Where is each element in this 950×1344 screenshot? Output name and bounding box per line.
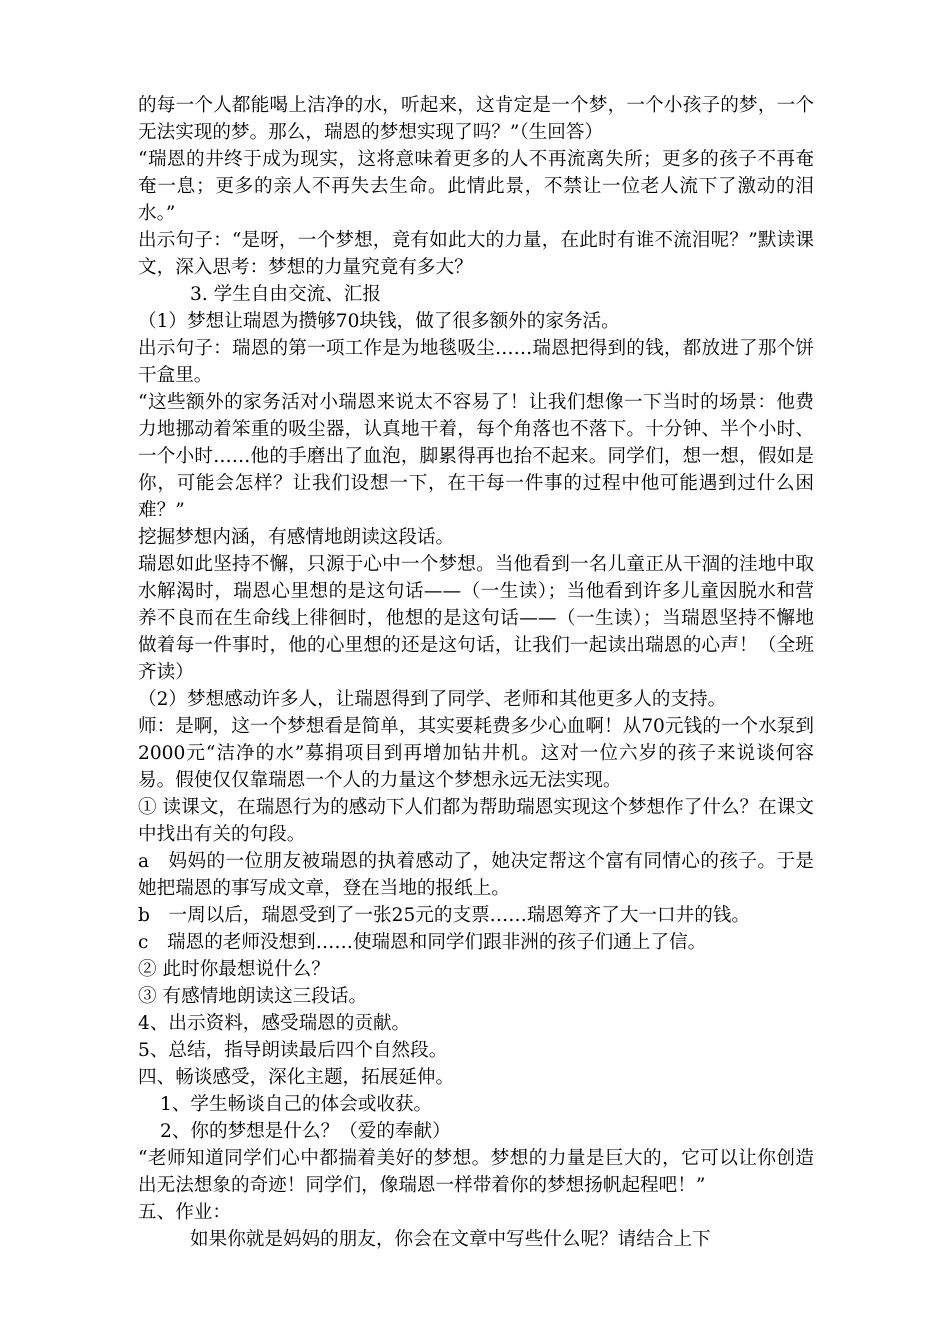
paragraph: “这些额外的家务活对小瑞恩来说太不容易了！让我们想像一下当时的场景：他费力地挪动着笨重的吸尘器，认真地干着，每个角落也不落下。十分钟、半个小时、一个小时……他的手磨出了血泡，脚累得再也抬不起来。同学们，想一想，假如是你，可能会怎样？让我们设想一下，在干每一件事的过程中他可能遇到过什么困难？”: [138, 392, 814, 521]
list-item: c 瑞恩的老师没想到……使瑞恩和同学们跟非洲的孩子们通上了信。: [138, 932, 707, 953]
list-item: ② 此时你最想说什么？: [138, 959, 330, 980]
list-item: 1、学生畅谈自己的体会或收获。: [160, 1094, 433, 1115]
paragraph: 的每一个人都能喝上洁净的水，听起来，这肯定是一个梦，一个小孩子的梦，一个无法实现的梦。那么，瑞恩的梦想实现了吗？”（生回答）: [138, 95, 814, 143]
list-item: ① 读课文，在瑞恩行为的感动下人们都为帮助瑞恩实现这个梦想作了什么？在课文中找出有关的句段。: [138, 797, 814, 845]
paragraph: 如果你就是妈妈的朋友，你会在文章中写些什么呢？请结合上下: [190, 1229, 711, 1250]
list-item: 4、出示资料，感受瑞恩的贡献。: [138, 1013, 411, 1034]
list-item: a 妈妈的一位朋友被瑞恩的执着感动了，她决定帮这个富有同情心的孩子。于是她把瑞恩的事写成文章，登在当地的报纸上。: [138, 851, 814, 899]
document-body: [138, 92, 814, 1253]
list-item: 2、你的梦想是什么？（爱的奉献）: [160, 1121, 451, 1142]
paragraph: 瑞恩如此坚持不懈，只源于心中一个梦想。当他看到一名儿童正从干涸的洼地中取水解渴时，瑞恩心里想的是这句话——（一生读）；当他看到许多儿童因脱水和营养不良而在生命线上徘徊时，他想的是这句话——（一生读）；当瑞恩坚持不懈地做着每一件事时，他的心里想的还是这句话，让我们一起读出瑞恩的心声！（全班齐读）: [138, 554, 814, 683]
list-item: ③ 有感情地朗读这三段话。: [138, 986, 368, 1007]
paragraph: 挖掘梦想内涵，有感情地朗读这段话。: [138, 527, 455, 548]
paragraph: “瑞恩的井终于成为现实，这将意味着更多的人不再流离失所；更多的孩子不再奄奄一息；更多的亲人不再失去生命。此情此景，不禁让一位老人流下了激动的泪水。”: [138, 149, 814, 224]
paragraph: 出示句子：“是呀，一个梦想，竟有如此大的力量，在此时有谁不流泪呢？”默读课文，深入思考：梦想的力量究竟有多大？: [138, 230, 814, 278]
section-heading: 3. 学生自由交流、汇报: [190, 284, 381, 305]
paragraph: （2）梦想感动许多人，让瑞恩得到了同学、老师和其他更多人的支持。: [138, 689, 727, 710]
section-heading: 五、作业：: [138, 1202, 231, 1223]
paragraph: “老师知道同学们心中都揣着美好的梦想。梦想的力量是巨大的，它可以让你创造出无法想象的奇迹！同学们，像瑞恩一样带着你的梦想扬帆起程吧！”: [138, 1148, 814, 1196]
list-item: 5、总结，指导朗读最后四个自然段。: [138, 1040, 448, 1061]
paragraph: （1）梦想让瑞恩为攒够70块钱，做了很多额外的家务活。: [138, 311, 620, 332]
list-item: b 一周以后，瑞恩受到了一张25元的支票……瑞恩筹齐了大一口井的钱。: [138, 905, 750, 926]
paragraph: 师：是啊，这一个梦想看是简单，其实要耗费多少心血啊！从70元钱的一个水泵到2000元“洁净的水”募捐项目到再增加钻井机。这对一位六岁的孩子来说谈何容易。假使仅仅靠瑞恩一个人的力量这个梦想永远无法实现。: [138, 716, 814, 791]
section-heading: 四、畅谈感受，深化主题，拓展延伸。: [138, 1067, 455, 1088]
paragraph: 出示句子：瑞恩的第一项工作是为地毯吸尘……瑞恩把得到的钱，都放进了那个饼干盒里。: [138, 338, 814, 386]
